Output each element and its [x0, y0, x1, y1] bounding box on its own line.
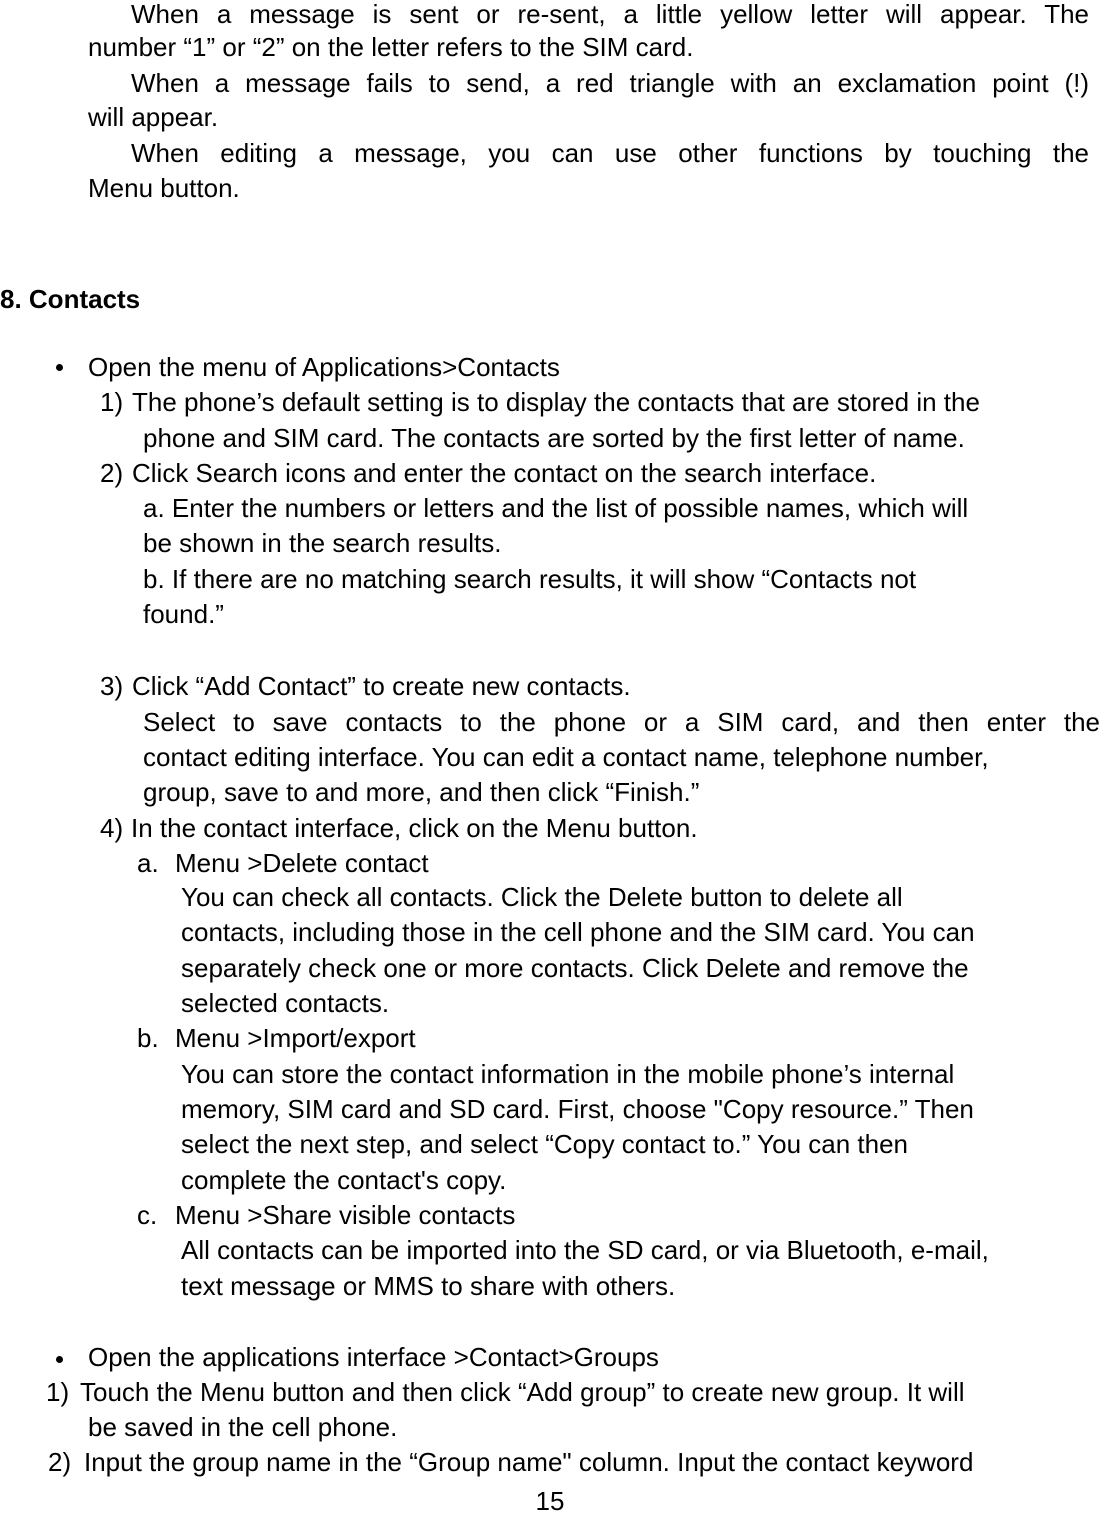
subitem-b-line4: complete the contact's copy. [181, 1165, 507, 1195]
subitem-a-title: Menu >Delete contact [175, 848, 429, 878]
subitem-c-title: Menu >Share visible contacts [175, 1200, 516, 1230]
intro-p3-line1: When editing a message, you can use other functions by touching the [131, 138, 1089, 168]
bullet1-item3-number: 3) [100, 671, 124, 701]
bullet1-item1-line2: phone and SIM card. The contacts are sorted by the first letter of name. [143, 423, 965, 453]
intro-p3-line2: Menu button. [88, 173, 240, 203]
bullet1-item4-number: 4) [100, 813, 124, 843]
bullet1-item2b-line1: b. If there are no matching search results, it will show “Contacts not [143, 564, 917, 594]
bullet1-item4-line1: In the contact interface, click on the Menu button. [131, 813, 698, 843]
intro-p1-line2: number “1” or “2” on the letter refers to the SIM card. [88, 32, 694, 62]
section-heading: 8. Contacts [0, 284, 141, 314]
bullet1-item3-line3: contact editing interface. You can edit a contact name, telephone number, [143, 742, 989, 772]
bullet-marker [56, 1356, 63, 1363]
subitem-a-line4: selected contacts. [181, 988, 390, 1018]
bullet-marker [56, 364, 63, 371]
bullet2-item1-number: 1) [46, 1377, 70, 1407]
intro-p2-line2: will appear. [88, 102, 219, 132]
bullet2-item2-line1: Input the group name in the “Group name" column. Input the contact keyword [84, 1447, 974, 1477]
subitem-c-label: c. [137, 1200, 158, 1230]
subitem-a-line2: contacts, including those in the cell phone and the SIM card. You can [181, 917, 975, 947]
bullet2-item1-line1: Touch the Menu button and then click “Add group” to create new group. It will [80, 1377, 965, 1407]
bullet2-text: Open the applications interface >Contact>Groups [88, 1342, 659, 1372]
subitem-a-line1: You can check all contacts. Click the Delete button to delete all [181, 882, 903, 912]
bullet1-item2a-line2: be shown in the search results. [143, 528, 502, 558]
bullet1-item1-number: 1) [100, 387, 124, 417]
subitem-b-title: Menu >Import/export [175, 1023, 416, 1053]
intro-p2-line1: When a message fails to send, a red triangle with an exclamation point (!) [131, 68, 1089, 98]
bullet1-item2a-line1: a. Enter the numbers or letters and the list of possible names, which will [143, 493, 969, 523]
bullet1-item3-line2: Select to save contacts to the phone or a SIM card, and then enter the [143, 707, 1100, 737]
bullet1-text: Open the menu of Applications>Contacts [88, 352, 560, 382]
page-number: 15 [535, 1486, 565, 1516]
bullet1-item2-line1: Click Search icons and enter the contact on the search interface. [132, 458, 877, 488]
bullet1-item1-line1: The phone’s default setting is to display the contacts that are stored in the [132, 387, 980, 417]
subitem-b-line1: You can store the contact information in the mobile phone’s internal [181, 1059, 955, 1089]
subitem-b-line2: memory, SIM card and SD card. First, choose "Copy resource.” Then [181, 1094, 974, 1124]
bullet1-item3-line1: Click “Add Contact” to create new contacts. [132, 671, 631, 701]
bullet1-item2b-line2: found.” [143, 599, 224, 629]
subitem-b-label: b. [137, 1023, 159, 1053]
subitem-b-line3: select the next step, and select “Copy contact to.” You can then [181, 1129, 909, 1159]
bullet1-item2-number: 2) [100, 458, 124, 488]
subitem-a-line3: separately check one or more contacts. Click Delete and remove the [181, 953, 969, 983]
bullet1-item3-line4: group, save to and more, and then click “Finish.” [143, 777, 700, 807]
intro-p1-line1: When a message is sent or re-sent, a little yellow letter will appear. The [131, 0, 1089, 29]
subitem-a-label: a. [137, 848, 159, 878]
subitem-c-line1: All contacts can be imported into the SD card, or via Bluetooth, e-mail, [181, 1235, 989, 1265]
subitem-c-line2: text message or MMS to share with others. [181, 1271, 676, 1301]
bullet2-item2-number: 2) [48, 1447, 72, 1477]
bullet2-item1-line2: be saved in the cell phone. [88, 1412, 398, 1442]
